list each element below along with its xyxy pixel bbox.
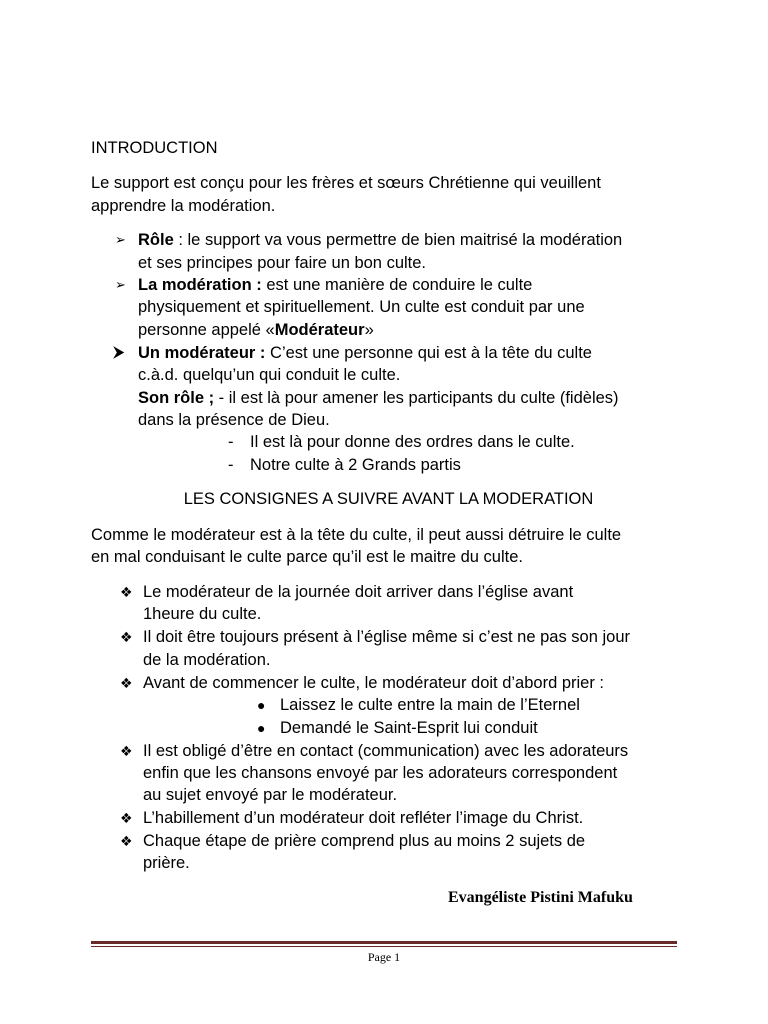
- list-item-moderator-line-3: Son rôle ; - il est là pour amener les participants du culte (fidèles): [138, 389, 619, 407]
- footer-rule-thin: [91, 946, 677, 947]
- rule-item-line: enfin que les chansons envoyé par les adorateurs correspondent: [143, 764, 618, 782]
- arrow-bullet-icon: ➢: [115, 277, 126, 292]
- prayer-sub-item: Demandé le Saint-Esprit lui conduit: [280, 719, 538, 737]
- footer-rule-thick: [91, 941, 677, 944]
- rule-item-line: 1heure du culte.: [143, 605, 262, 623]
- intro-paragraph-line-1: Le support est conçu pour les frères et sœurs Chrétienne qui veuillent: [91, 174, 601, 192]
- rule-item-line: L’habillement d’un modérateur doit refléter l’image du Christ.: [143, 809, 584, 827]
- list-item-moderation-line-3: personne appelé «Modérateur»: [138, 321, 374, 339]
- prayer-sub-item: Laissez le culte entre la main de l’Eternel: [280, 696, 580, 714]
- diamond-bullet-icon: ❖: [120, 629, 133, 645]
- list-item-role-line-2: et ses principes pour faire un bon culte.: [138, 254, 427, 272]
- list-item-moderator-line-1: Un modérateur : C’est une personne qui est à la tête du culte: [138, 344, 592, 362]
- list-item-moderator-line-4: dans la présence de Dieu.: [138, 411, 330, 429]
- rule-item-line: prière.: [143, 854, 190, 872]
- list-item-moderation-line-2: physiquement et spirituellement. Un culte est conduit par une: [138, 298, 585, 316]
- diamond-bullet-icon: ❖: [120, 675, 133, 691]
- diamond-bullet-icon: ❖: [120, 743, 133, 759]
- instructions-paragraph-line-1: Comme le modérateur est à la tête du culte, il peut aussi détruire le culte: [91, 526, 622, 544]
- section-title-instructions: LES CONSIGNES A SUIVRE AVANT LA MODERATION: [183, 490, 594, 508]
- dash-bullet: -: [228, 433, 234, 451]
- dot-bullet: ●: [257, 720, 266, 736]
- diamond-bullet-icon: ❖: [120, 833, 133, 849]
- arrow-bullet-icon: ⮞: [113, 344, 125, 361]
- sub-item-orders: Il est là pour donne des ordres dans le culte.: [250, 433, 575, 451]
- rule-item-line: Avant de commencer le culte, le modérateur doit d’abord prier :: [143, 674, 605, 692]
- dash-bullet: -: [228, 456, 234, 474]
- rule-item-line: Il est obligé d’être en contact (communication) avec les adorateurs: [143, 742, 629, 760]
- instructions-paragraph-line-2: en mal conduisant le culte parce qu’il est le maitre du culte.: [91, 548, 523, 566]
- rule-item-line: Le modérateur de la journée doit arriver dans l’église avant: [143, 583, 574, 601]
- sub-item-parts: Notre culte à 2 Grands partis: [250, 456, 461, 474]
- list-item-moderator-line-2: c.à.d. quelqu’un qui conduit le culte.: [138, 366, 401, 384]
- diamond-bullet-icon: ❖: [120, 584, 133, 600]
- arrow-bullet-icon: ➢: [115, 232, 126, 247]
- author-signature: Evangéliste Pistini Mafuku: [448, 889, 633, 906]
- dot-bullet: ●: [257, 697, 266, 713]
- rule-item-line: Il doit être toujours présent à l’église même si c’est ne pas son jour: [143, 628, 630, 646]
- page-number: Page 1: [367, 950, 401, 964]
- list-item-moderation-line-1: La modération : est une manière de conduire le culte: [138, 276, 533, 294]
- rule-item-line: au sujet envoyé par le modérateur.: [143, 786, 398, 804]
- diamond-bullet-icon: ❖: [120, 810, 133, 826]
- rule-item-line: de la modération.: [143, 651, 271, 669]
- section-title-introduction: INTRODUCTION: [91, 139, 218, 157]
- rule-item-line: Chaque étape de prière comprend plus au moins 2 sujets de: [143, 832, 586, 850]
- intro-paragraph-line-2: apprendre la modération.: [91, 197, 276, 215]
- list-item-role-line-1: Rôle : le support va vous permettre de bien maitrisé la modération: [138, 231, 623, 249]
